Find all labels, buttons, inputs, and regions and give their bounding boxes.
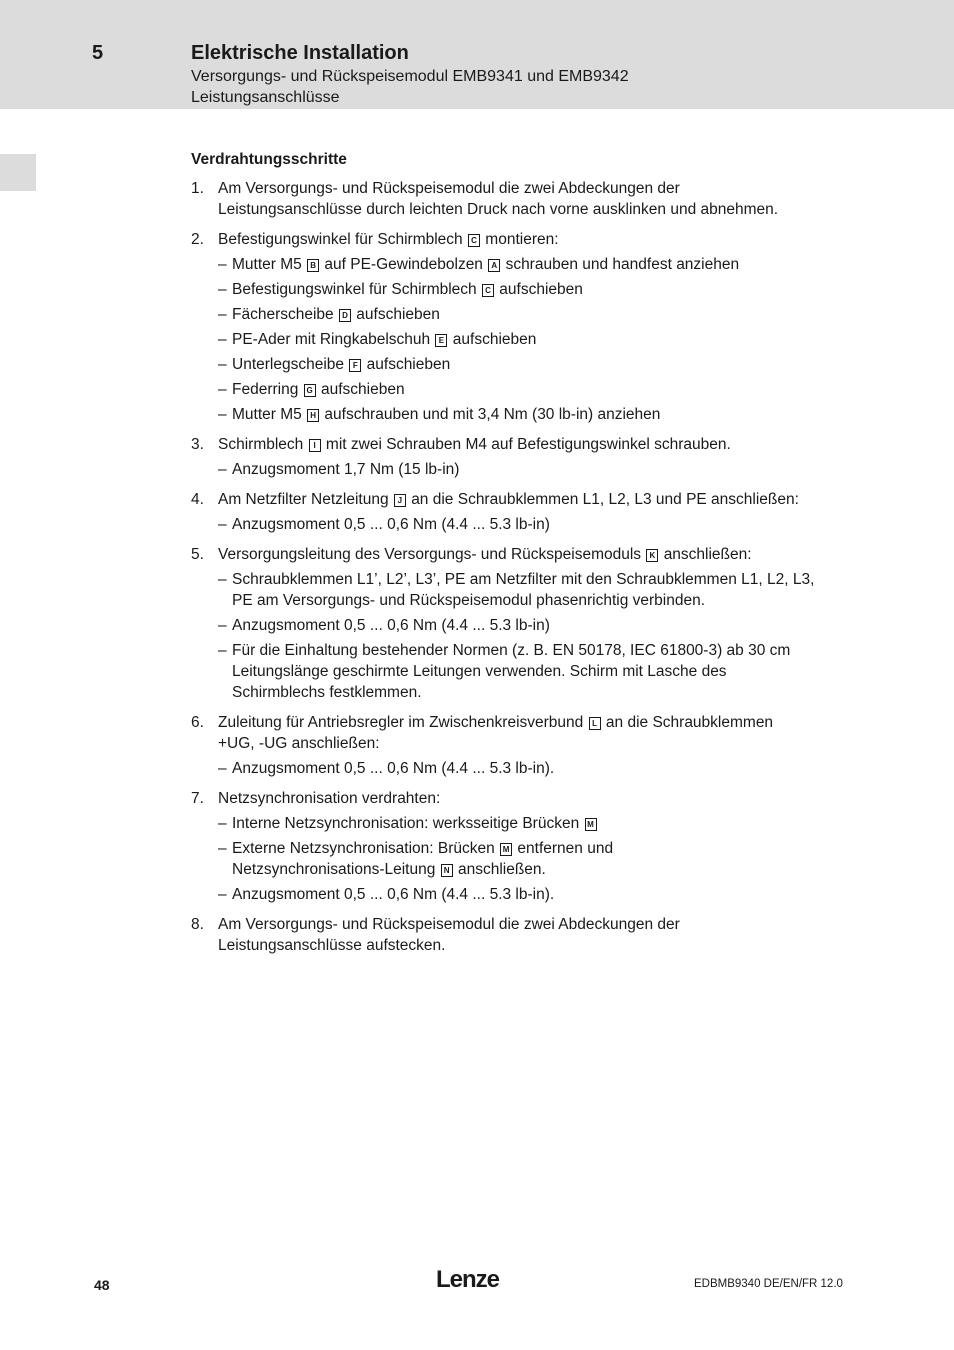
key-label: C — [468, 234, 480, 247]
key-label: B — [307, 259, 319, 272]
substep-text: Netzsynchronisations-Leitung — [232, 861, 436, 878]
key-label: K — [646, 549, 658, 562]
substep-text: PE am Versorgungs- und Rückspeisemodul phasenrichtig verbinden. — [232, 592, 706, 609]
substep-text: aufschieben — [366, 356, 451, 373]
step-text: Leistungsanschlüsse durch leichten Druck nach vorne ausklinken und abnehmen. — [218, 201, 779, 218]
substep-text: Für die Einhaltung bestehender Normen (z. B. EN 50178, IEC 61800-3) ab 30 cm — [232, 642, 791, 659]
substep-text: PE-Ader mit Ringkabelschuh — [232, 331, 431, 348]
substep-text: Mutter M5 — [232, 406, 302, 423]
step-text-part: an die Schraubklemmen L1, L2, L3 und PE anschließen: — [411, 491, 799, 508]
substep: – Für die Einhaltung bestehender Normen (z. B. EN 50178, IEC 61800-3) ab 30 cm Leitungslänge geschirmte Leitungen verwenden. Schirm mit Lasche des Schirmblechs festklemmen. — [218, 640, 881, 703]
key-label: A — [488, 259, 500, 272]
step-text: Netzsynchronisation verdrahten: — [218, 790, 441, 807]
key-label: M — [585, 818, 597, 831]
substep-text: Anzugsmoment 0,5 ... 0,6 Nm (4.4 ... 5.3 lb-in). — [232, 886, 555, 903]
substep-text: Anzugsmoment 0,5 ... 0,6 Nm (4.4 ... 5.3 lb-in) — [232, 617, 550, 634]
step-number: 4. — [191, 491, 204, 508]
substep-text: aufschrauben und mit 3,4 Nm (30 lb-in) anziehen — [324, 406, 661, 423]
step-text-part: anschließen: — [663, 546, 752, 563]
substep-text: schrauben und handfest anziehen — [505, 256, 740, 273]
key-label: H — [307, 409, 319, 422]
step-number: 8. — [191, 916, 204, 933]
step-5 — [191, 544, 881, 703]
step-7 — [191, 788, 881, 905]
document-id: EDBMB9340 DE/EN/FR 12.0 — [694, 1278, 843, 1290]
chapter-title: Elektrische Installation — [191, 42, 409, 64]
substep-text: Schraubklemmen L1’, L2’, L3’, PE am Netzfilter mit den Schraubklemmen L1, L2, L3, — [232, 571, 815, 588]
key-label: I — [309, 439, 321, 452]
substep: – Unterlegscheibe F aufschieben — [218, 356, 451, 373]
key-label: F — [349, 359, 361, 372]
substep-text: Schirmblechs festklemmen. — [232, 684, 422, 701]
substep-text: aufschieben — [320, 381, 405, 398]
substep: – Schraubklemmen L1’, L2’, L3’, PE am Netzfilter mit den Schraubklemmen L1, L2, L3, PE am Versorgungs- und Rückspeisemodul phasenrichtig verbinden. — [218, 569, 881, 611]
step-number: 5. — [191, 546, 204, 563]
key-label: J — [394, 494, 406, 507]
substep-text: Anzugsmoment 0,5 ... 0,6 Nm (4.4 ... 5.3 lb-in) — [232, 516, 550, 533]
substep: – Anzugsmoment 0,5 ... 0,6 Nm (4.4 ... 5.3 lb-in) — [218, 617, 550, 634]
step-text-part: montieren: — [485, 231, 559, 248]
substep-text: Mutter M5 — [232, 256, 302, 273]
step-8 — [191, 914, 881, 956]
substep: – Anzugsmoment 0,5 ... 0,6 Nm (4.4 ... 5.3 lb-in). — [218, 760, 555, 777]
header-band — [0, 0, 954, 109]
step-number: 2. — [191, 231, 204, 248]
substep-text: Anzugsmoment 1,7 Nm (15 lb-in) — [232, 461, 460, 478]
step-text — [218, 712, 881, 733]
substep-text: aufschieben — [452, 331, 537, 348]
step-1 — [191, 178, 881, 220]
step-2 — [191, 229, 881, 425]
section-heading: Verdrahtungsschritte — [191, 151, 347, 168]
key-label: C — [482, 284, 494, 297]
substep-text: anschließen. — [457, 861, 546, 878]
substep-text: Anzugsmoment 0,5 ... 0,6 Nm (4.4 ... 5.3 lb-in). — [232, 760, 555, 777]
substep: – Befestigungswinkel für Schirmblech C aufschieben — [218, 281, 583, 298]
key-label: L — [589, 717, 601, 730]
step-text — [218, 544, 881, 565]
step-text-part: Befestigungswinkel für Schirmblech — [218, 231, 463, 248]
key-label: M — [500, 843, 512, 856]
step-number: 3. — [191, 436, 204, 453]
substep-text: Externe Netzsynchronisation: Brücken — [232, 840, 495, 857]
steps-list — [191, 178, 881, 965]
chapter-subsection: Leistungsanschlüsse — [191, 89, 340, 106]
step-text: Am Versorgungs- und Rückspeisemodul die zwei Abdeckungen der — [218, 180, 680, 197]
substep: – Mutter M5 H aufschrauben und mit 3,4 Nm (30 lb-in) anziehen — [218, 406, 661, 423]
substep: – Externe Netzsynchronisation: Brücken M entfernen und Netzsynchronisations-Leitung N anschließen. — [218, 840, 614, 878]
substep: – Anzugsmoment 1,7 Nm (15 lb-in) — [218, 461, 460, 478]
substep-text: aufschieben — [356, 306, 440, 323]
step-text-part: mit zwei Schrauben M4 auf Befestigungswinkel schrauben. — [325, 436, 731, 453]
step-4 — [191, 489, 881, 535]
step-number: 6. — [191, 714, 204, 731]
substep: – Fächerscheibe D aufschieben — [218, 306, 440, 323]
step-text-part: Zuleitung für Antriebsregler im Zwischenkreisverbund — [218, 714, 584, 731]
step-text: Am Versorgungs- und Rückspeisemodul die zwei Abdeckungen der — [218, 916, 680, 933]
substep-text: Befestigungswinkel für Schirmblech — [232, 281, 477, 298]
step-text: +UG, -UG anschließen: — [218, 735, 380, 752]
step-text-part: Am Netzfilter Netzleitung — [218, 491, 389, 508]
chapter-subtitle: Versorgungs- und Rückspeisemodul EMB9341 und EMB9342 — [191, 68, 629, 85]
chapter-number: 5 — [92, 42, 104, 64]
step-text: Leistungsanschlüsse aufstecken. — [218, 937, 446, 954]
substep: – Anzugsmoment 0,5 ... 0,6 Nm (4.4 ... 5.3 lb-in). — [218, 886, 555, 903]
step-text-part: Schirmblech — [218, 436, 304, 453]
substep: – Interne Netzsynchronisation: werksseitige Brücken M — [218, 813, 881, 834]
substep-text: Unterlegscheibe — [232, 356, 345, 373]
substep: – Anzugsmoment 0,5 ... 0,6 Nm (4.4 ... 5.3 lb-in) — [218, 516, 550, 533]
key-label: G — [304, 384, 316, 397]
key-label: N — [441, 864, 453, 877]
substep-text: auf PE-Gewindebolzen — [324, 256, 483, 273]
substep-text: Interne Netzsynchronisation: werksseitige Brücken — [232, 815, 580, 832]
step-text-part: an die Schraubklemmen — [605, 714, 774, 731]
substep: – PE-Ader mit Ringkabelschuh E aufschieben — [218, 331, 537, 348]
page-number: 48 — [94, 1277, 110, 1293]
step-3 — [191, 434, 881, 480]
step-text — [218, 229, 881, 250]
substep: – Mutter M5 B auf PE-Gewindebolzen A schrauben und handfest anziehen — [218, 256, 740, 273]
step-text — [218, 489, 881, 510]
step-text-part: Versorgungsleitung des Versorgungs- und Rückspeisemoduls — [218, 546, 642, 563]
key-label: E — [435, 334, 447, 347]
step-number: 7. — [191, 790, 204, 807]
substep-text: Fächerscheibe — [232, 306, 334, 323]
step-number: 1. — [191, 180, 204, 197]
step-6 — [191, 712, 881, 779]
substep-text: Leitungslänge geschirmte Leitungen verwenden. Schirm mit Lasche des — [232, 663, 727, 680]
side-tab-marker — [0, 154, 36, 191]
substep: – Federring G aufschieben — [218, 381, 405, 398]
substep-text: entfernen und — [517, 840, 614, 857]
key-label: D — [339, 309, 351, 322]
step-text — [218, 434, 881, 455]
substep-text: aufschieben — [499, 281, 583, 298]
lenze-logo: Lenze — [436, 1266, 500, 1293]
substep-text: Federring — [232, 381, 299, 398]
